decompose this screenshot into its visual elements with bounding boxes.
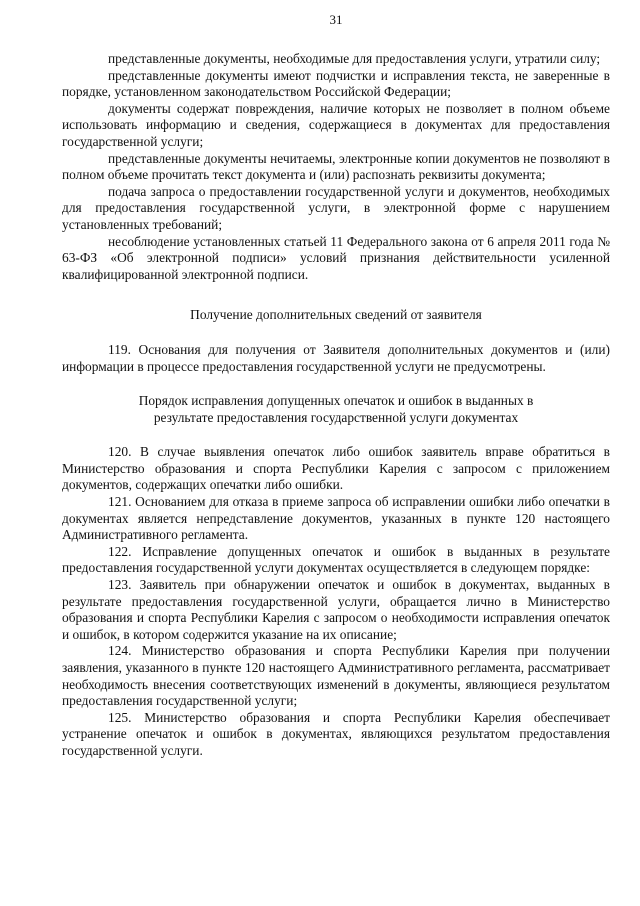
paragraph: 124. Министерство образования и спорта Республики Карелия при получении заявления, указанного в пункте 120 настоящего Административного регламента, рассматривает необходимость внесения соответствующих изменений в документы, являющиеся результатом предоставления государственной услуги;: [62, 643, 610, 709]
spacer: [62, 375, 610, 393]
section-heading: Получение дополнительных сведений от заявителя: [190, 307, 482, 323]
paragraph: 125. Министерство образования и спорта Республики Карелия обеспечивает устранение опечаток и ошибок в документах, являющихся результатом предоставления государственной услуги.: [62, 709, 610, 758]
list-item: представленные документы имеют подчистки и исправления текста, не заверенные в порядке, установленном законодательством Российской Федерации;: [62, 67, 610, 100]
list-item: подача запроса о предоставлении государственной услуги и документов, необходимых для предоставления государственной услуги, в электронной форме с нарушением установленных требований;: [62, 183, 610, 232]
list-item: представленные документы, необходимые для предоставления услуги, утратили силу;: [108, 51, 601, 66]
page-number: 31: [329, 12, 343, 27]
spacer: [62, 324, 610, 342]
section-heading-line-1: Порядок исправления допущенных опечаток и ошибок в выданных в: [138, 393, 534, 409]
section-heading-line-2: результате предоставления государственной услуги документах: [153, 409, 519, 425]
spacer: [62, 426, 610, 444]
paragraph: 121. Основанием для отказа в приеме запроса об исправлении ошибки либо опечатки в документах является непредставление документов, указанных в пункте 120 настоящего Административного регламента.: [62, 494, 610, 543]
paragraph: 122. Исправление допущенных опечаток и ошибок в выданных в результате предоставления государственной услуги документах осуществляется в следующем порядке:: [62, 543, 610, 576]
spacer: [62, 283, 610, 307]
paragraph: 123. Заявитель при обнаружении опечаток и ошибок в документах, выданных в результате предоставления государственной услуги, обращается лично в Министерство образования и спорта Республики Карелия с запросом о необходимости исправления опечаток и ошибок, в котором содержится указание на их описание;: [62, 577, 610, 642]
list-item: представленные документы нечитаемы, электронные копии документов не позволяют в полном объеме прочитать текст документа и (или) распознать реквизиты документа;: [62, 150, 610, 183]
paragraph: 120. В случае выявления опечаток либо ошибок заявитель вправе обратиться в Министерство образования и спорта Республики Карелия с запросом с приложением документов, содержащих опечатки либо ошибки.: [62, 444, 610, 493]
list-item: несоблюдение установленных статьей 11 Федерального закона от 6 апреля 2011 года № 63-ФЗ «Об электронной подписи» условий признания действительности усиленной квалифицированной электронной подписи.: [62, 233, 610, 282]
paragraph: 119. Основания для получения от Заявителя дополнительных документов и (или) информации в процессе предоставления государственной услуги не предусмотрены.: [62, 341, 610, 374]
list-item: документы содержат повреждения, наличие которых не позволяет в полном объеме использовать информацию и сведения, содержащиеся в документах для предоставления государственной услуги;: [62, 100, 610, 149]
